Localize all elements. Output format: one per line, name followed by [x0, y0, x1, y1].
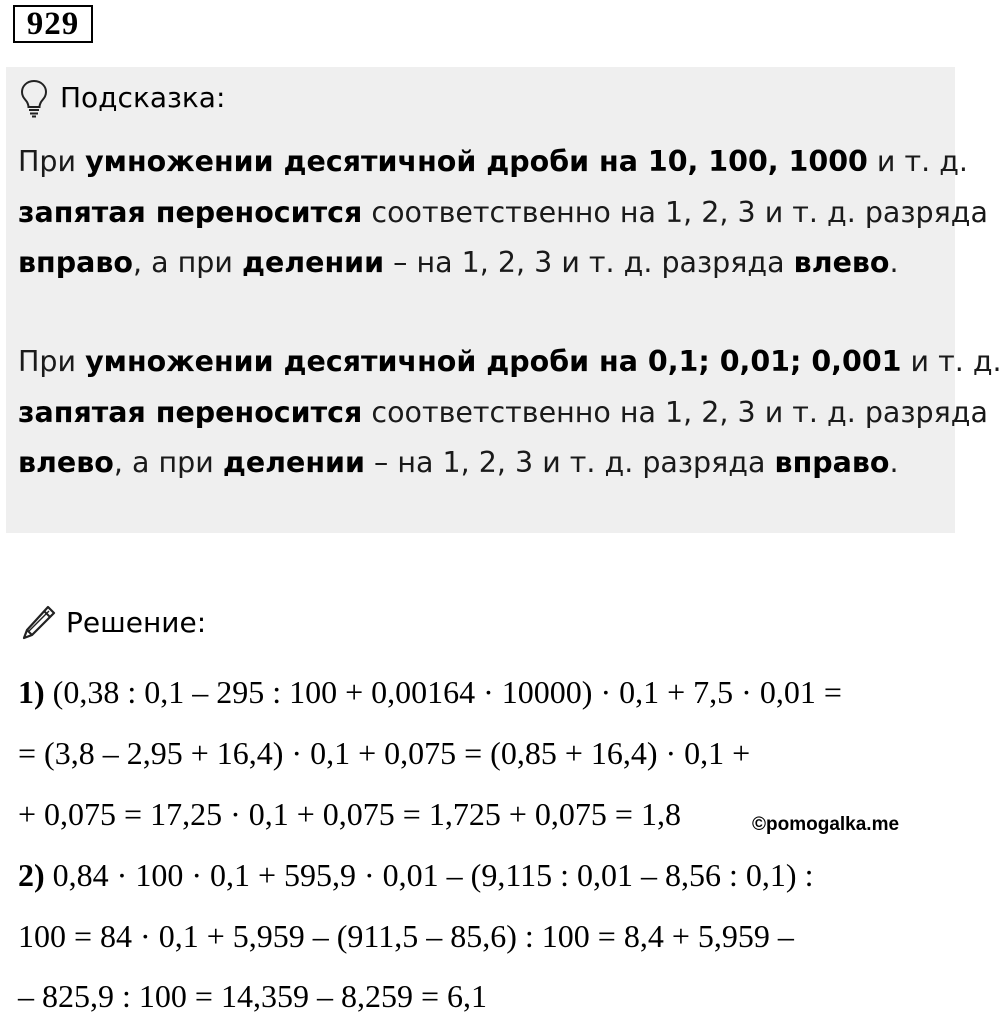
- lightbulb-icon: [18, 78, 50, 118]
- hint-p2-line3: влево, а при делении – на 1, 2, 3 и т. д. разряда вправо.: [18, 446, 899, 479]
- solution-title: Решение:: [66, 606, 207, 639]
- task-number: 929: [13, 5, 93, 43]
- solution-2-line1: 2) 0,84 · 100 · 0,1 + 595,9 · 0,01 – (9,115 : 0,01 – 8,56 : 0,1) :: [18, 857, 814, 893]
- solution-1-line2: = (3,8 – 2,95 + 16,4) · 0,1 + 0,075 = (0,85 + 16,4) · 0,1 +: [18, 735, 751, 771]
- pencil-icon: [18, 603, 58, 643]
- hint-header: [18, 78, 225, 118]
- watermark: ©pomogalka.me: [752, 814, 900, 835]
- solution-1-line1: 1) (0,38 : 0,1 – 295 : 100 + 0,00164 · 10000) · 0,1 + 7,5 · 0,01 =: [18, 674, 842, 710]
- hint-paragraph-2: [18, 337, 1002, 489]
- hint-p1-line1: При умножении десятичной дроби на 10, 100, 1000 и т. д.: [18, 145, 968, 178]
- hint-paragraph-1: [18, 137, 988, 289]
- hint-p2-line1: При умножении десятичной дроби на 0,1; 0,01; 0,001 и т. д.: [18, 345, 1002, 378]
- solution-2-line3: – 825,9 : 100 = 14,359 – 8,259 = 6,1: [18, 978, 487, 1014]
- hint-p1-line3: вправо, а при делении – на 1, 2, 3 и т. д. разряда влево.: [18, 246, 899, 279]
- solution-1-line3: + 0,075 = 17,25 · 0,1 + 0,075 = 1,725 + 0,075 = 1,8: [18, 796, 681, 832]
- solution-header: [18, 603, 206, 643]
- solution-2-line2: 100 = 84 · 0,1 + 5,959 – (911,5 – 85,6) : 100 = 8,4 + 5,959 –: [18, 918, 794, 954]
- hint-p1-line2: запятая переносится соответственно на 1, 2, 3 и т. д. разряда: [18, 195, 988, 229]
- hint-title: Подсказка:: [60, 81, 226, 114]
- hint-p2-line2: запятая переносится соответственно на 1, 2, 3 и т. д. разряда: [18, 395, 988, 429]
